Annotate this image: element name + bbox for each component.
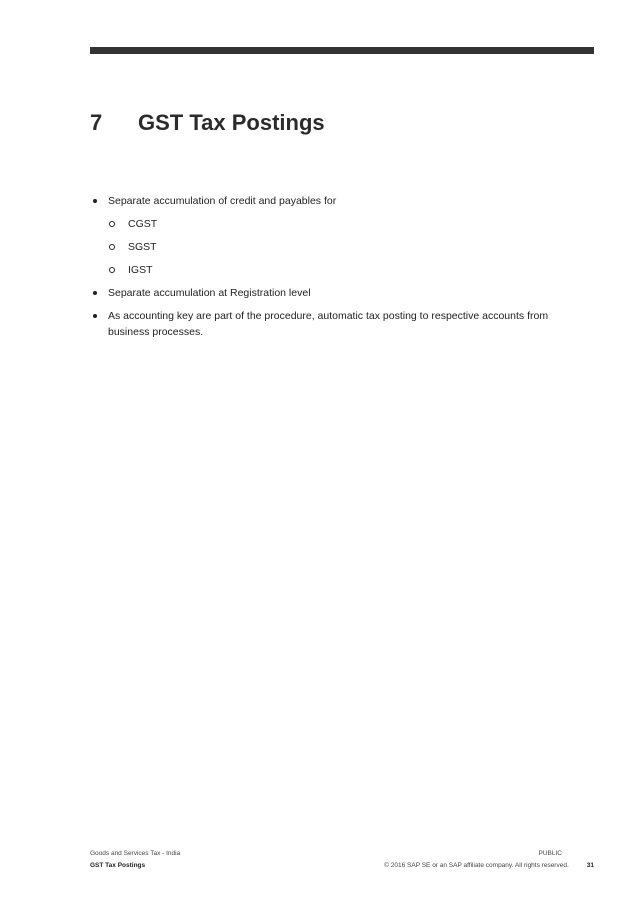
footer-section-name: GST Tax Postings: [90, 862, 146, 869]
section-number: 7: [90, 110, 103, 135]
page-number: 31: [586, 862, 594, 869]
footer-right: [384, 862, 594, 869]
footer-doc-title: Goods and Services Tax - India: [90, 850, 181, 857]
page-title: [90, 110, 325, 136]
footer-classification: PUBLIC: [538, 850, 562, 857]
sub-list-item: IGST: [90, 262, 590, 278]
top-rule: [90, 47, 594, 54]
sub-list-item: SGST: [90, 239, 590, 255]
list-item: As accounting key are part of the procedure, automatic tax posting to respective accounts from business processes.: [90, 308, 590, 340]
footer-copyright: © 2016 SAP SE or an SAP affiliate company. All rights reserved.: [384, 862, 569, 869]
sub-list-item: CGST: [90, 216, 590, 232]
list-item: Separate accumulation of credit and payables for: [90, 193, 590, 209]
bullet-list: [90, 193, 590, 347]
section-title: GST Tax Postings: [138, 110, 325, 135]
list-item: Separate accumulation at Registration level: [90, 285, 590, 301]
